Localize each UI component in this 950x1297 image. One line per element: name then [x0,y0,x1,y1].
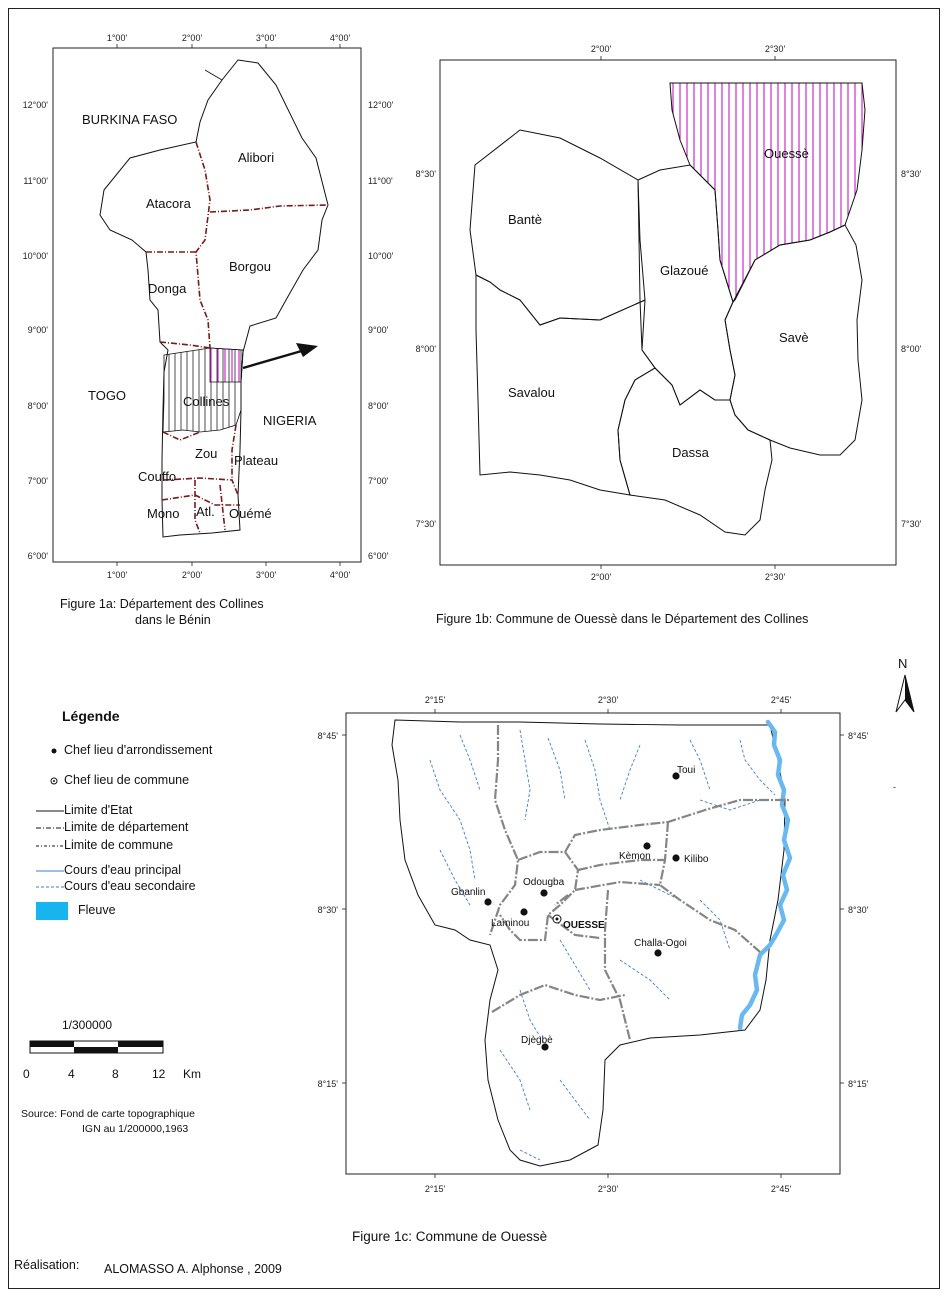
fig-a-lat-label: 10°00' [368,251,394,261]
legend-item-fleuve [30,902,116,918]
fig-c-caption: Figure 1c: Commune de Ouessè [352,1229,548,1244]
place-kemon: Kèmon [619,851,651,862]
fig-a-lon-label: 1°00' [106,33,128,43]
benin-outline [100,60,328,537]
ouesse-label: Ouessè [764,146,809,161]
couffo-label: Couffo [138,469,177,484]
fig-c-lat-label: 8°30' [317,905,338,915]
fig-c-lat-label: 8°15' [317,1079,338,1089]
fleuve-swatch-icon [30,902,78,918]
source-line2: IGN au 1/200000,1963 [82,1123,189,1135]
dashdot-line-icon [30,837,64,853]
scale-tick: 12 [152,1067,166,1081]
fig-c-tick-mark: - [893,782,896,792]
fig-b-lat-label: 8°00' [901,344,922,354]
scale-bar [30,1041,163,1053]
fig-a-lat-label: 9°00' [368,325,389,335]
fig-a-caption-line2: dans le Bénin [135,613,211,627]
fig-b-caption: Figure 1b: Commune de Ouessè dans le Département des Collines [436,612,809,626]
credit-author: ALOMASSO A. Alphonse , 2009 [104,1262,282,1276]
fig-b-lon-label: 2°30' [764,572,786,582]
savalou-commune [476,275,655,495]
mono-label: Mono [147,506,180,521]
north-arrow-icon [896,675,914,712]
fig-c-lat-label: 8°15' [848,1079,869,1089]
legend-label: Limite d'Etat [64,803,133,817]
legend-item-commune-limit [30,837,173,853]
fig-a-lat-label: 9°00' [27,325,48,335]
fig-a-lat-label: 11°00' [23,176,48,186]
fig-b-lon-label: 2°30' [764,44,786,54]
legend-label: Fleuve [78,903,116,917]
borgou-label: Borgou [229,259,271,274]
fig-b-lat-label: 8°30' [901,169,922,179]
oueme-label: Ouémé [229,506,272,521]
fig-a-lat-label: 12°00' [368,100,394,110]
fig-a-lon-label: 4°00' [329,570,351,580]
dot-icon [30,742,64,758]
fig-a-lon-label: 3°00' [255,570,277,580]
ouesse-outline [392,720,785,1166]
place-kilibo: Kilibo [684,854,709,865]
legend-label: Limite de commune [64,838,174,852]
fig-b-lat-label: 8°30' [415,169,436,179]
fig-b-lat-label: 8°00' [415,344,436,354]
fig-a-lat-label: 7°00' [27,476,48,486]
collines-label: Collines [183,394,230,409]
fig-a-lon-label: 3°00' [255,33,277,43]
scale-tick: 4 [68,1067,75,1081]
fig-b-lon-label: 2°00' [590,572,612,582]
fig-a-lon-label: 4°00' [329,33,351,43]
dashdot-line-icon [30,819,64,835]
place-djegbe: Djègbè [521,1035,553,1046]
fig-b-lat-label: 7°30' [415,519,436,529]
fig-a-lat-label: 8°00' [27,401,48,411]
legend-label: Chef lieu de commune [64,773,190,787]
fig-a-lon-label: 2°00' [181,570,203,580]
fig-c-lon-label: 2°15' [424,695,446,705]
nigeria-label: NIGERIA [263,413,317,428]
place-toui: Toui [677,765,696,776]
scale-tick: 0 [23,1067,30,1081]
solid-line-icon [30,802,64,818]
fig-c-lat-label: 8°30' [848,905,869,915]
atl-label: Atl. [196,504,215,519]
fig-a-lat-label: 6°00' [27,551,48,561]
fig-c-lat-label: 8°45' [317,731,338,741]
bante-label: Bantè [508,212,542,227]
savalou-label: Savalou [508,385,555,400]
fig-a-lat-label: 12°00' [22,100,48,110]
place-odougba: Odougba [523,877,565,888]
save-label: Savè [779,330,809,345]
place-ouesse: OUESSE [563,920,605,931]
legend-label: Chef lieu d'arrondissement [64,743,213,757]
legend-item-cours-secondaire [30,878,196,894]
scale-tick: 8 [112,1067,119,1081]
glazoue-label: Glazoué [660,263,709,278]
burkina-label: BURKINA FASO [82,112,178,127]
figure-1b-map [440,56,896,569]
fig-c-lon-label: 2°45' [770,1184,792,1194]
circled-dot-icon [30,772,64,788]
place-challa: Challa-Ogoi [634,938,687,949]
scale-unit: Km [183,1067,201,1081]
legend-label: Limite de département [64,820,189,834]
dassa-label: Dassa [672,445,709,460]
fig-b-lon-label: 2°00' [590,44,612,54]
fig-a-lat-label: 10°00' [22,251,48,261]
fig-c-lon-label: 2°15' [424,1184,446,1194]
fig-c-lon-label: 2°45' [770,695,792,705]
togo-label: TOGO [88,388,127,403]
fig-a-lat-label: 7°00' [368,476,389,486]
legend-item-etat [30,802,132,818]
fig-a-caption [60,596,264,628]
fig-c-lon-label: 2°30' [597,1184,619,1194]
scale-ratio: 1/300000 [62,1018,113,1032]
atacora-label: Atacora [146,196,191,211]
credit-label: Réalisation: [14,1258,80,1272]
legend-item-cours-principal [30,862,181,878]
plateau-label: Plateau [234,453,279,468]
fig-a-lat-label: 6°00' [368,551,389,561]
north-label: N [898,656,908,671]
donga-label: Donga [148,281,187,296]
source-line1: Source: Fond de carte topographique [21,1108,195,1120]
figure-1c-map [342,709,844,1178]
stream-line-icon [30,878,64,894]
legend-label: Cours d'eau secondaire [64,879,196,893]
fig-a-lat-label: 8°00' [368,401,389,411]
place-gbanlin: Gbanlin [451,887,486,898]
fig-a-lon-label: 1°00' [106,570,128,580]
bante-commune [470,130,645,325]
alibori-label: Alibori [238,150,275,165]
ouesse-region-1a [210,348,243,382]
fig-a-lat-label: 11°00' [368,176,393,186]
place-laminou: Laminou [491,918,530,929]
legend-title: Légende [62,708,120,724]
legend-item-departement [30,819,188,835]
fig-a-lon-label: 2°00' [181,33,203,43]
fig-b-lat-label: 7°30' [901,519,922,529]
legend-label: Cours d'eau principal [64,863,182,877]
legend-item-commune [30,772,189,788]
fig-c-lon-label: 2°30' [597,695,619,705]
river-line-icon [30,862,64,878]
fleuve-river [740,722,790,1028]
zou-label: Zou [195,446,218,461]
fig-a-caption-line1: Figure 1a: Département des Collines [60,597,264,611]
fig-c-lat-label: 8°45' [848,731,869,741]
legend-item-arrondissement [30,742,212,758]
